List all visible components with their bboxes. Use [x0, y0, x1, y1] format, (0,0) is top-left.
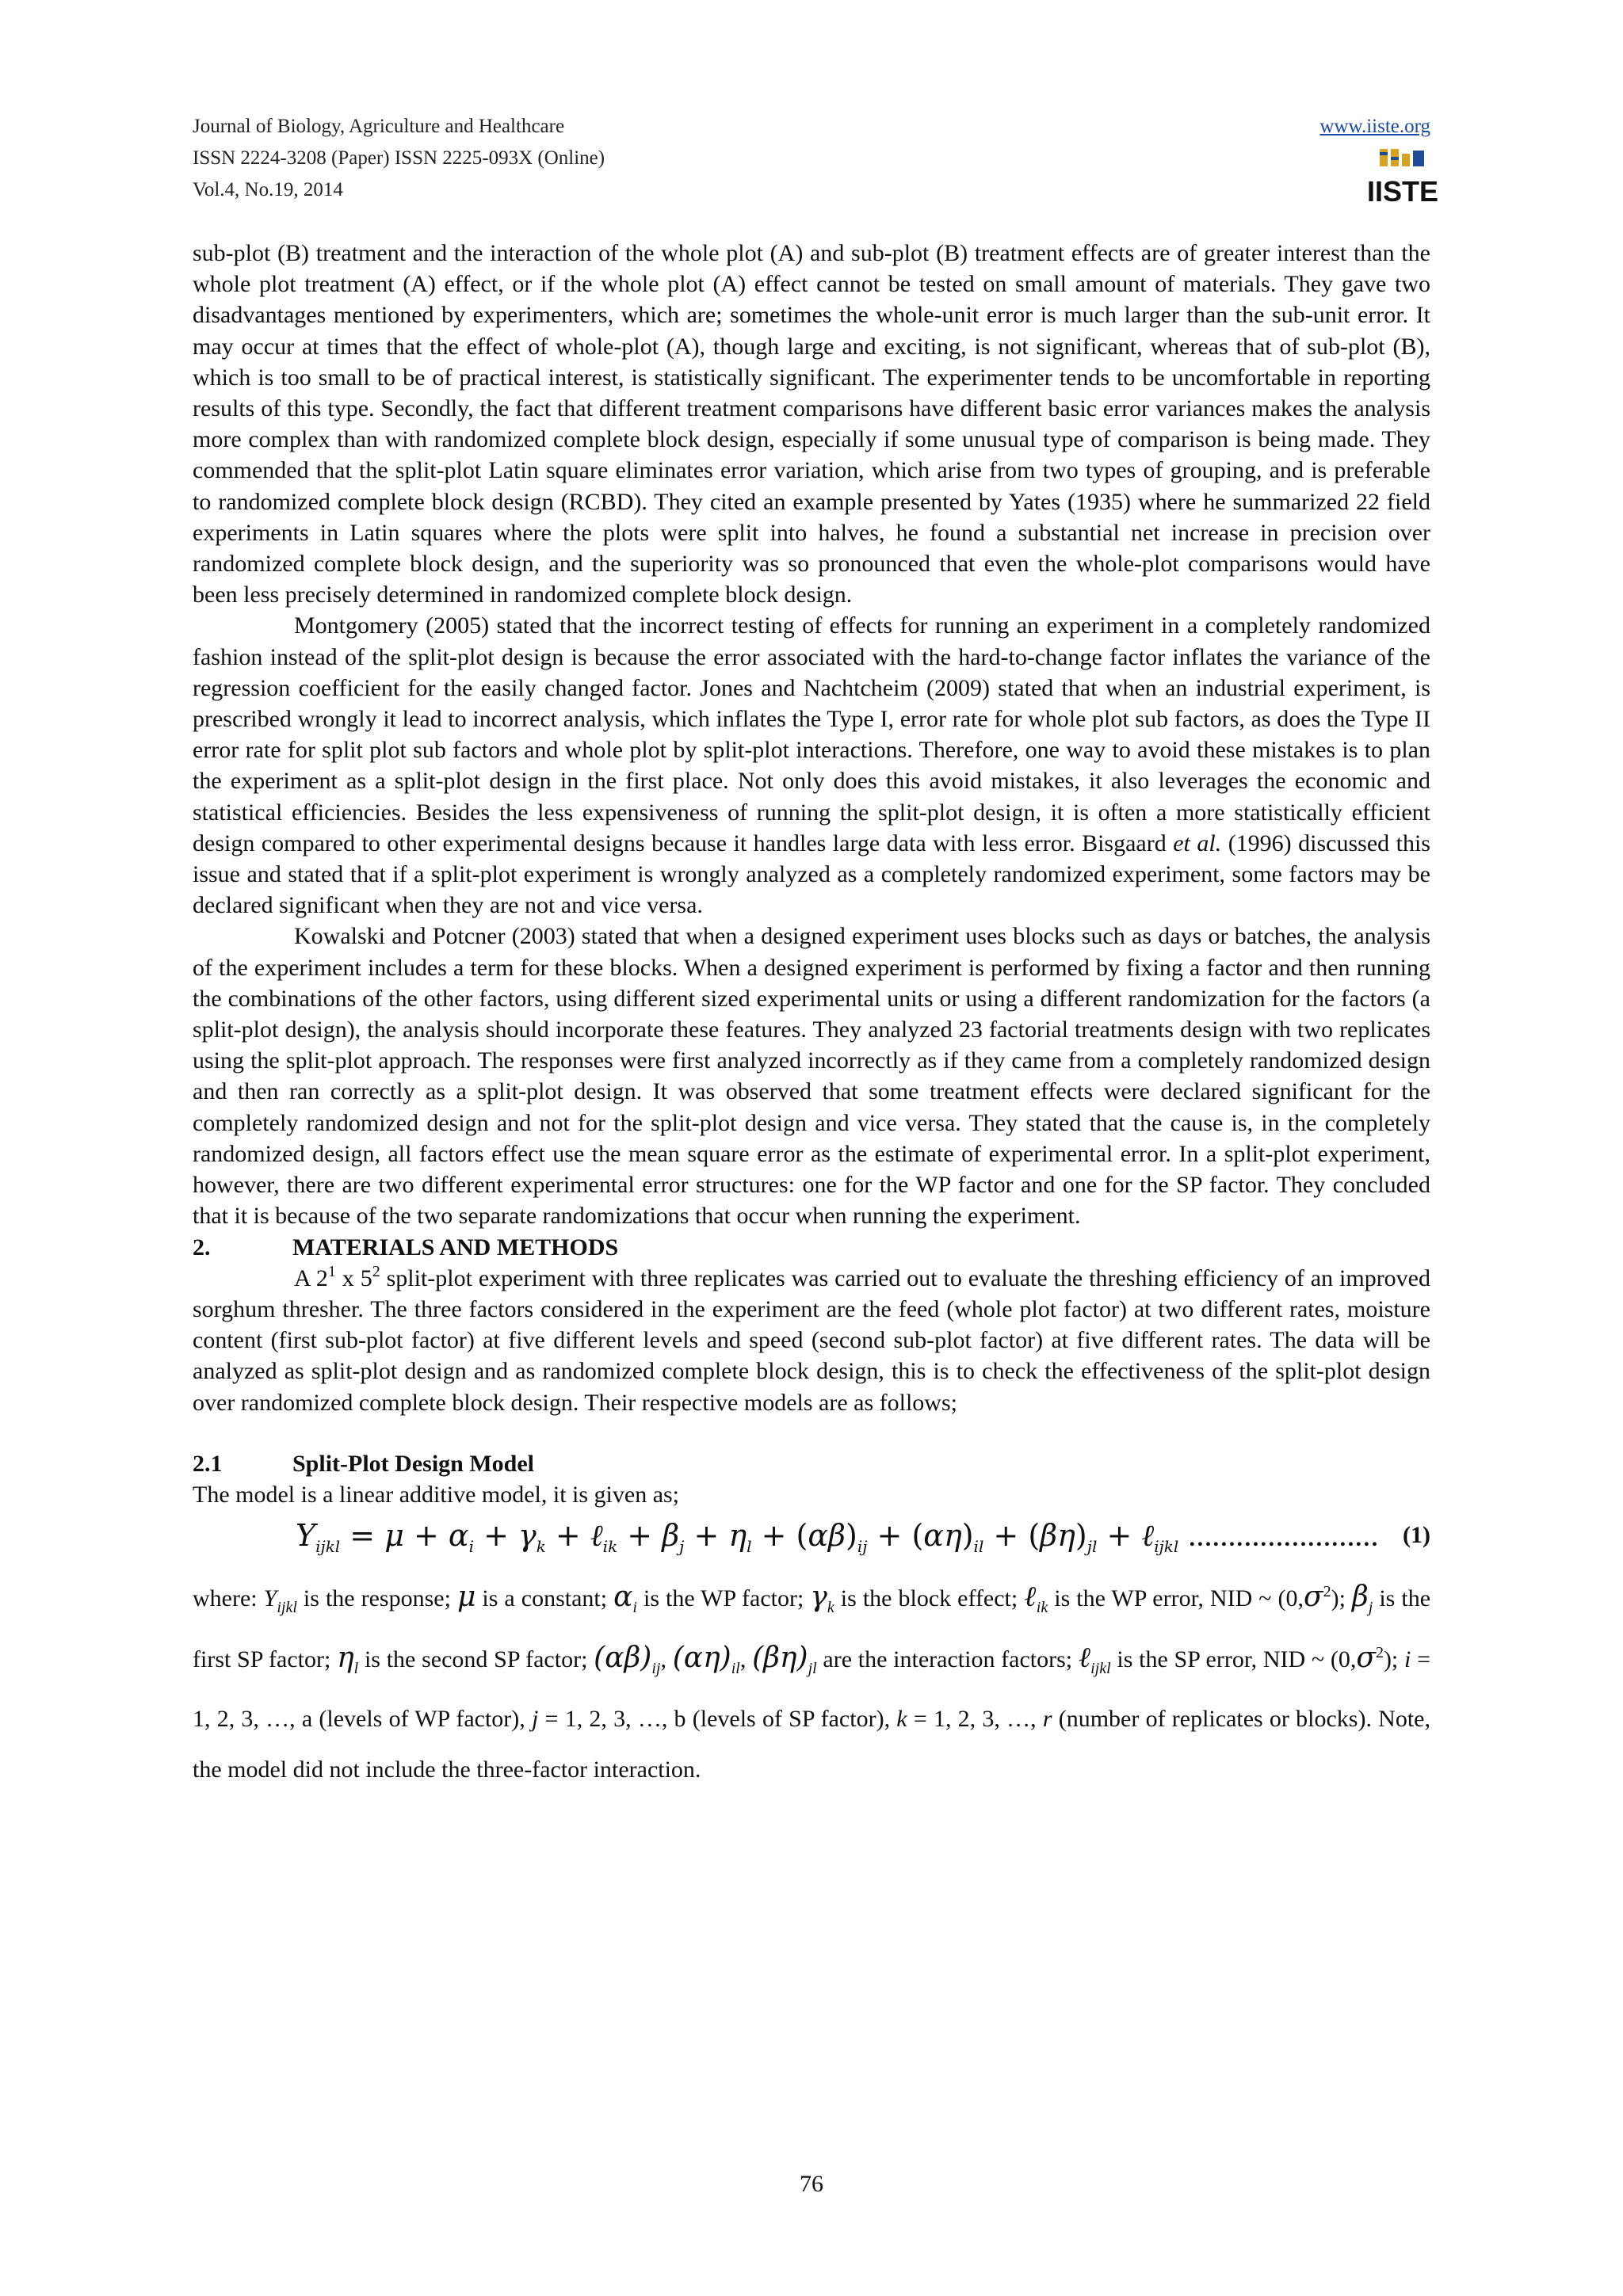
where-Y: Y — [263, 1585, 277, 1612]
paragraph-where: where: $Y_{ijkl}$ is the response; μ is a constant; $\alpha_i$ is the WP factor; $\gamma_k$ is the block effect; ℓ$_{ik}$ is the WP error, NID ~ $(0,\sigma^2)$; $\beta_j$ is the first SP factor; $\eta_l$ is the second SP factor; $(\alpha\beta)_{ij}$, $(\alpha\eta)_{il}$, $(\beta\eta)_{jl}$ are the interaction factors; ℓ$_{ijkl}$ is the SP error, NID ~ $(0,\sigma^2)$; i = 1, 2, 3, …, a (levels of WP factor), j = 1, 2, 3, …, b (levels of SP factor), k = 1, 2, 3, …, r (number of replicates or blocks). Note, the model did not include the three-factor interaction. — [193, 1581, 1431, 1783]
iiste-logo — [1366, 146, 1439, 208]
svg-text:IISTE: IISTE — [1366, 175, 1439, 208]
equation-dots: …………………… — [1188, 1525, 1379, 1552]
where-t8: is the second SP factor; — [358, 1646, 594, 1673]
p4-sup-1: 1 — [327, 1262, 336, 1280]
where-text: where: — [193, 1585, 264, 1612]
p4-text-a: A 2 — [294, 1264, 328, 1291]
model-equation: $Y_{ijkl} = \mu + \alpha_i + \gamma_k$ + ℓ$_{ik}$ + $\beta_j + \eta_l + (\alpha\beta)_{ij} + (\alpha\eta)_{il} + (\beta\eta)_{jl}$ + ℓ$_{ijkl}$ …………………… (1) — [296, 1515, 1430, 1567]
section-2-title: MATERIALS AND METHODS — [292, 1234, 619, 1261]
paragraph-2 — [193, 610, 1430, 921]
page-number: 76 — [800, 2171, 823, 2197]
where-t5: is the WP error, NID ~ (0, — [1048, 1585, 1304, 1612]
paragraph-1: sub-plot (B) treatment and the interaction of the whole plot (A) and sub-plot (B) treatment effects are of greater interest than the whole plot treatment (A) effect, or if the whole plot (A) effect cannot be tested on small amount of materials. They gave two disadvantages mentioned by experimenters, which are; sometimes the whole-unit error is much larger than the sub-unit error. It may occur at times that the effect of whole-plot (A), though large and exciting, is not significant, whereas that of sub-plot (B), which is too small to be of practical interest, is statistically significant. The experimenter tends to be uncomfortable in reporting results of this type. Secondly, the fact that different treatment comparisons have different basic error variances makes the analysis more complex than with randomized complete block design, especially if some unusual type of comparison is being made. They commended that the split-plot Latin square eliminates error variation, which arise from two types of grouping, and is preferable to randomized complete block design (RCBD). They cited an example presented by Yates (1935) where he summarized 22 field experiments in Latin squares where the plots were split into halves, he found a substantial net increase in precision over randomized complete block design, and the superiority was so pronounced that even the whole-plot comparisons would have been less precisely determined in randomized complete block design. — [193, 240, 1430, 608]
page-header — [193, 111, 1439, 208]
where-t1: is the response; — [296, 1585, 457, 1612]
article-body — [193, 238, 1430, 1795]
paragraph-3: Kowalski and Potcner (2003) stated that when a designed experiment uses blocks such as days or batches, the analysis of the experiment includes a term for these blocks. When a designed experiment is performed by fixing a factor and then running the combinations of the other factors, using different sized experimental units or using a different randomization for the factors (a split-plot design), the analysis should incorporate these features. They analyzed 23 factorial treatments design with two replicates using the split-plot approach. The responses were first analyzed incorrectly as if they came from a completely randomized design and then ran correctly as a split-plot design. It was observed that some treatment effects were declared significant for the completely randomized design and not for the split-plot design and vice versa. They stated that the cause is, in the completely randomized design, all factors effect use the mean square error as the estimate of experimental error. In a split-plot experiment, however, there are two different experimental error structures: one for the WP factor and one for the SP factor. They concluded that it is because of the two separate randomizations that occur when running the experiment. — [193, 923, 1430, 1230]
paragraph-2-text-b: (1996) discussed this issue and stated that if a split-plot experiment is wrongly analyzed as a completely randomized experiment, some factors may be declared significant when they are not and vice versa. — [193, 830, 1430, 919]
where-t12: = 1, 2, 3, …, a (levels of WP factor), — [193, 1646, 1430, 1733]
where-t14: = 1, 2, 3, …, — [907, 1706, 1043, 1733]
where-t3: is the WP factor; — [636, 1585, 811, 1612]
section-2-number: 2. — [193, 1234, 211, 1261]
section-2-1-heading — [193, 1448, 1430, 1479]
p4-text-b: x 5 — [335, 1264, 372, 1291]
journal-volume: Vol.4, No.19, 2014 — [193, 179, 343, 200]
section-2-1-title: Split-Plot Design Model — [292, 1450, 534, 1477]
journal-url-link[interactable]: www.iiste.org — [1319, 116, 1430, 137]
p4-sup-2: 2 — [372, 1262, 380, 1280]
where-t9: are the interaction factors; — [816, 1646, 1079, 1673]
journal-name: Journal of Biology, Agriculture and Healthcare — [193, 116, 565, 137]
section-2-1-number: 2.1 — [193, 1450, 223, 1477]
where-Y-sub: ijkl — [277, 1599, 297, 1617]
where-t15: (number of replicates or blocks). Note, the model did not include the three-factor interaction. — [193, 1706, 1430, 1783]
journal-issn: ISSN 2224-3208 (Paper) ISSN 2225-093X (Online) — [193, 147, 605, 169]
paragraph-5: The model is a linear additive model, it is given as; — [193, 1481, 680, 1508]
where-t11: ); — [1383, 1646, 1404, 1673]
where-t2: is a constant; — [475, 1585, 614, 1612]
paragraph-4 — [193, 1263, 1430, 1418]
paragraph-2-text-a: Montgomery (2005) stated that the incorrect testing of effects for running an experiment in a completely randomized fashion instead of the split-plot design is because the error associated with the hard-to-change factor inflates the variance of the regression coefficient for the easily changed factor. Jones and Nachtcheim (2009) stated that when an industrial experiment, is prescribed wrongly it lead to incorrect analysis, which inflates the Type I, error rate for whole plot sub factors, as does the Type II error rate for split plot sub factors and whole plot by split-plot interactions. Therefore, one way to avoid these mistakes is to plan the experiment as a split-plot design in the first place. Not only does this avoid mistakes, it also leverages the economic and statistical efficiencies. Besides the less expensiveness of running the split-plot design, it is often a more statistically efficient design compared to other experimental designs because it handles large data with less error. Bisgaard — [193, 612, 1430, 856]
equation-number: (1) — [1403, 1522, 1430, 1549]
et-al: et al. — [1173, 830, 1222, 856]
where-t6: ); — [1331, 1585, 1352, 1612]
spacer — [193, 1418, 1430, 1448]
where-t10: is the SP error, NID ~ (0, — [1110, 1646, 1357, 1673]
where-t13: = 1, 2, 3, …, b (levels of SP factor), — [538, 1706, 897, 1733]
where-t4: is the block effect; — [834, 1585, 1025, 1612]
section-2-heading — [193, 1232, 1430, 1263]
p4-text-c: split-plot experiment with three replicates was carried out to evaluate the threshing efficiency of an improved sorghum thresher. The three factors considered in the experiment are the feed (whole plot factor) at two different rates, moisture content (first sub-plot factor) at five different levels and speed (second sub-plot factor) at five different rates. The data will be analyzed as split-plot design and as randomized complete block design, this is to check the effectiveness of the split-plot design over randomized complete block design. Their respective models are as follows; — [193, 1264, 1430, 1416]
where-t7: is the first SP factor; — [193, 1585, 1431, 1673]
